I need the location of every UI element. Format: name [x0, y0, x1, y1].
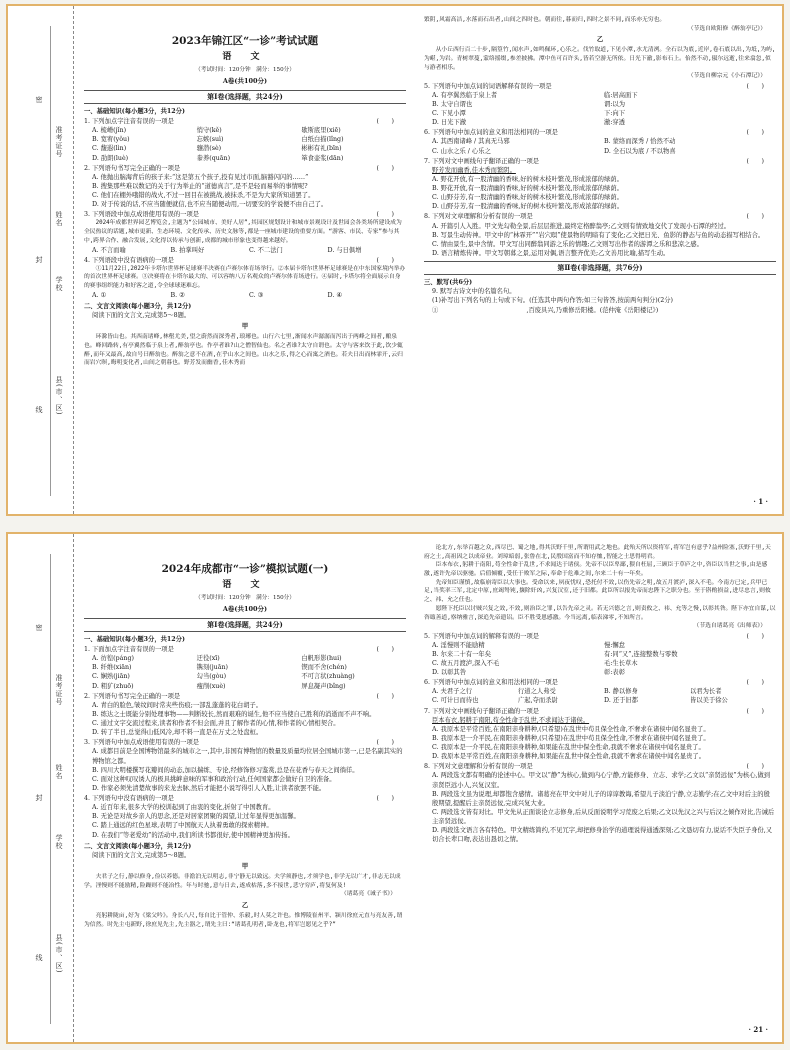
volume-a: A卷(共100分): [222, 77, 268, 86]
option: D. 山野芬芳,有一股清幽的香味,好的树木枝叶繁茂,形成浓郁的绿荫。: [432, 203, 624, 211]
question-4: [84, 794, 406, 840]
section-heading: 一、基础知识(每小题3分，共12分): [84, 635, 185, 643]
option: B. 尔来二十有一年矣: [432, 650, 492, 658]
option: 彬彬有礼(bīn): [301, 145, 342, 153]
option: C. 他们在棚外哦错的战火,不过一回目在被挑战,被抹杀,不是为大家所知道罢了。: [92, 192, 315, 200]
option: B. 四川大明楼撰写花瓣间的动态,加以揣练、专论,经修饰修习鉴赏,总是在花香与春天之间徜徉。: [92, 766, 359, 774]
option: A. 淫慢则不能励精: [432, 641, 485, 649]
margin-label-name: 姓名: [55, 764, 63, 780]
question-stem: 6. 下列语句中加点词的意义和用法相同的一项是: [424, 129, 558, 137]
option: D. ④: [327, 291, 342, 299]
option: 白帆形影(hui): [301, 655, 342, 663]
option: B. 静以修身: [604, 688, 638, 696]
option: 彰:表彰: [604, 669, 626, 677]
option: 豢养(quān): [196, 154, 231, 162]
option: A. 成都目前是全国博物馆最多的城市之一,其中,非国有博物馆的数量及质量均位居全国城市第一,已是名副其实的博物馆之都。: [92, 748, 403, 765]
passage: 先帝知臣谨慎,故临崩寄臣以大事也。受命以来,夙夜忧叹,恐托付不效,以伤先帝之明,故五月渡泸,深入不毛。今南方已定,兵甲已足,当奖率三军,北定中原,庶竭驽钝,攘除奸凶,兴复汉室,还于旧都。此臣所以报先帝而忠陛下之职分也。至于斟酌损益,进尽忠言,则攸之、祎、允之任也。: [424, 579, 771, 604]
question-stem: 7. 下列对文中画线句子翻译正确的一项是: [424, 157, 540, 165]
seal-label: 密: [35, 624, 43, 632]
option: A. 青白的脸色,皱纹间时常夹些伤痕;一部乱蓬蓬的花白胡子。: [92, 701, 263, 709]
option: D. 劭朗(luè): [92, 154, 129, 162]
option: D. 语言精炼传神。甲文写朝暮之景,运用对偶,语言整齐优美;乙文善用比喻,描写生动。: [432, 249, 670, 257]
reading-intro: 阅读下面的文言文,完成第5～8题。: [92, 851, 191, 859]
option: B. 拍掌叫好: [170, 246, 205, 254]
option: 临:居高面下: [604, 91, 638, 99]
question-stem: 8. 下列对文意理解和分析有误的一项是: [424, 763, 533, 771]
passage: 臣本布衣,躬耕于南阳,苟全性命于乱世,不求闻达于诸侯。先帝不以臣卑鄙,猥自枉屈,三顾臣于草庐之中,咨臣以当世之事,由是感激,遂许先帝以驱驰。后值倾覆,受任于败军之际,奉命于危难之间,尔来二十有一年矣。: [424, 562, 768, 578]
option: B. 太守自谓也: [432, 100, 473, 108]
margin-label-name: 姓名: [55, 211, 63, 227]
binding-margin: [8, 6, 74, 514]
question-stem: 4. 下列语段中没有语病的一项是: [84, 256, 174, 264]
margin-label-exam-id: 准考证号: [55, 126, 63, 158]
question-6: [424, 128, 776, 155]
option: 迂役(xī): [196, 655, 220, 663]
passage: 从小丘西行百二十步,隔篁竹,闻水声,如鸣佩环,心乐之。伐竹取道,下见小潭,水尤清冽。全石以为底,近岸,卷石底以出,为坻,为屿,为嵁,为岩。青树翠蔓,蒙络摇缀,参差披拂。潭中鱼可百许头,皆若空游无所依。日光下澈,影布石上。佁然不动,俶尔远逝,往来翕忽,似与游者相乐。: [424, 47, 776, 71]
seal-label: 线: [35, 954, 43, 962]
section-heading: 三、默写(共6分): [424, 279, 473, 287]
question-8: [424, 212, 776, 258]
answer-paren: ( ): [376, 646, 394, 654]
option: A. 其西南诸峰 / 其真无马邪: [432, 138, 510, 146]
source-note: （节选自欧阳修《醉翁亭记》）: [687, 25, 766, 32]
option: 皆以美于徐公: [690, 697, 728, 705]
question-stem: 2. 下列语句书写完全正确的一项是: [84, 692, 181, 700]
option: 下:向下: [604, 110, 626, 118]
right-column: [418, 6, 780, 514]
answer-paren: ( ): [746, 763, 764, 771]
volume-a: A卷(共100分): [222, 605, 268, 614]
option: C. 面对这种叹叹诱人的极具挑衅意味的军事和政治行动,任何国家都会做好自卫的准备。: [92, 775, 336, 783]
option: 白纸白描(lǐng): [301, 136, 344, 144]
question-9-sub: (1)补写出下列名句的上句或下句。(任选其中两句作答;如三句皆答,按前两句判分)(2分): [432, 297, 673, 305]
option: C. 通过文字交流过程来,读者和作者不但会面,并且了解作者的心情,和作者的心情相契合。: [92, 720, 340, 728]
passage: 亮躬耕陇亩,好为《梁父吟》。身长八尺,每自比于管仲、乐毅,时人莫之许也。惟博陵崔州平、颍川徐庶元直与亮友善,谓为信然。时先主屯新野,徐庶见先主,先主器之,谓先主曰:“诸葛孔明者,卧龙也,将军岂愿见之乎?”: [84, 912, 403, 928]
option: A. 不言而喻: [92, 246, 126, 254]
option: 以君为长者: [690, 688, 722, 696]
option: A. 野花开放,有一股清幽的香味,好的树木枝叶繁茂,形成浓郁的绿荫。: [432, 175, 623, 183]
option: D. 在我们“等老爱幼”的活动中,我们所读书都很好,使中国精神更加传扬。: [92, 831, 294, 839]
question-stem: 3. 下列语段中加点成语使用有误的一项是: [84, 211, 200, 219]
left-column: [80, 6, 410, 514]
option: D. 还于旧都: [604, 697, 639, 705]
option: 澈:穿透: [604, 119, 626, 127]
option: 屏息凝声(bǐng): [301, 682, 346, 690]
option: D. 以彰其咎: [432, 669, 467, 677]
margin-label-district: 县(市、区): [55, 376, 63, 416]
option: 瘦削(xuè): [196, 682, 226, 690]
exam-title: 2024年成都市“一诊”模拟试题(一): [161, 563, 329, 575]
option: A. 我原本是平常百姓,在南阳亲身耕种,(只希望)在乱世中苟且保全性命,不奢求在诸侯中闻名显贵了。: [432, 725, 710, 733]
seal-label: 线: [35, 406, 43, 414]
option: D. 我原本是平常百姓,在南阳亲身耕种,如果能在乱世中保全性命,我就不奢求在诸侯中闻名显贵了。: [432, 753, 706, 761]
option: B. 我原本是一介平民,在南阳亲身耕种,(只希望)在乱世中苟且保全性命,不奢求在诸侯中闻名显贵了。: [432, 734, 710, 742]
question-8: [424, 762, 776, 844]
question-7: [424, 707, 776, 762]
section-heading: 二、文言文阅读(每小题3分，共12分): [84, 302, 192, 310]
option: C. 山野芬芳,有一股清幽的香味,好的树木枝叶繁茂,形成浓郁的绿荫。: [432, 194, 623, 202]
exam-meta: （考试时间：120分钟 满分：150分）: [195, 595, 295, 602]
option: 谓:以为: [604, 100, 626, 108]
margin-label-exam-id: 准考证号: [55, 674, 63, 706]
question-stem: 1. 下列加点字注音有误的一项是: [84, 118, 174, 126]
answer-paren: ( ): [376, 256, 394, 264]
part-heading: 第Ⅰ卷(选择题，共24分): [84, 90, 406, 104]
passage: 环滁皆山也。其西南诸峰,林壑尤美,望之蔚然而深秀者,琅琊也。山行六七里,渐闻水声潺潺而泻出于两峰之间者,酿泉也。峰回路转,有亭翼然临于泉上者,醉翁亭也。作亭者谁?山之僧智仙也。名之者谁?太守自谓也。太守与客来饮于此,饮少辄醉,而年又最高,故自号曰醉翁也。醉翁之意不在酒,在乎山水之间也。山水之乐,得之心而寓之酒也。若夫日出而林霏开,云归而岩穴暝,晦明变化者,山间之朝暮也。野芳发而幽香,佳木秀而: [84, 334, 403, 367]
margin-label-school: 学校: [55, 276, 63, 292]
margin-label-school: 学校: [55, 834, 63, 850]
question-2: [84, 164, 406, 210]
passage-label: 乙: [596, 36, 604, 44]
part-heading: 第Ⅱ卷(非选择题，共76分): [424, 261, 776, 275]
option: B. 纤维(xiān): [92, 664, 132, 672]
answer-paren: ( ): [376, 692, 394, 700]
passage: 愿陛下托臣以讨贼兴复之效,不效,则治臣之罪,以告先帝之灵。若无兴德之言,则责攸之、祎、允等之慢,以彰其咎。陛下亦宜自谋,以咨诹善道,察纳雅言,深追先帝遗诏。臣不胜受恩感激。今当远离,临表涕零,不知所言。: [424, 605, 776, 621]
left-column: [80, 534, 410, 1042]
question-2: [84, 692, 406, 738]
question-stem: 7. 下列对文中画线句子翻译正确的一项是: [424, 707, 540, 715]
question-7: [424, 157, 776, 212]
binding-margin: [8, 534, 74, 1042]
option: D. 两段选文语言各有特色。甲文精练简约,不见冗字,却把修身治学的道理说得通透深刻;乙文恳切有力,说话不失臣子身份,又切合长辈口吻,表达出恳切之情。: [432, 827, 773, 844]
question-stem: 5. 下列语句中加点词的解释有误的一项是: [424, 632, 540, 640]
exam-subject: 语 文: [222, 52, 268, 63]
passage: ①11月22日,2022年卡塔尔世界杯足球赛半决赛在卢赛尔体育场举行。②本届卡塔尔世界杯足球赛是在中东国家境内举办的首次世界杯足球赛。③决赛将在卡塔尔最大的、可以容纳八万名观众的卢赛尔体育场进行。④届时,卡塔尔将全面展示自身的赛事组织能力和好客之道,令全球球迷难忘。: [84, 265, 406, 290]
seal-label: 封: [35, 256, 43, 264]
section-heading: 二、文言文阅读(每小题3分，共12分): [84, 842, 192, 850]
question-5: [424, 82, 776, 128]
option: 不可言状(zhuàng): [301, 673, 355, 681]
exam-meta: （考试时间：120分钟 满分：150分）: [195, 67, 295, 74]
question-stem: 6. 下列语句中加点词的意义和用法相同的一项是: [424, 679, 558, 687]
section-heading: 一、基础知识(每小题3分，共12分): [84, 107, 185, 115]
option: C. 不二法门: [249, 246, 283, 254]
option: B. 搜集那些难以数记的关于行为举止的“道德真言”,是不是轻而易举的事情呢?: [92, 182, 308, 190]
option: A. 他抛出脑海背后的孩子来:“这是第五个孩子,投有见过市面,脑豁闪闪的……”: [92, 173, 309, 181]
option: C. 馥遐(lìn): [92, 145, 127, 153]
option: 骧潜(sè): [196, 145, 222, 153]
binding-line: [50, 554, 51, 1024]
option: 箪食壶浆(dān): [301, 154, 344, 162]
option: B. 练达之士既能分别处理事物——判断较长,然而艰难的诞生,他不应当使自己胜利的消逝而不声不响。: [92, 710, 376, 718]
question-5: [424, 632, 776, 678]
option: D. 全石以为底 / 不以物喜: [604, 147, 676, 155]
reading-intro: 阅读下面的文言文,完成第5～8题。: [92, 312, 191, 320]
binding-line: [50, 26, 51, 496]
answer-paren: ( ): [376, 211, 394, 219]
question-3: [84, 210, 406, 254]
answer-paren: ( ): [376, 795, 394, 803]
question-stem: 3. 下列语句中加点成语使用有误的一项是: [84, 739, 200, 747]
option: C. 下见小潭: [432, 110, 466, 118]
option: B. 两段选文虽为说理,却都饱含感情。诸葛亮在甲文中对儿子的谆谆教诲,希望儿子淡泊宁静,立志勤学;在乙文中对后主的殷殷期望,提醒后主亲贤远佞,完成兴复大业。: [432, 790, 770, 807]
answer-paren: ( ): [746, 157, 764, 165]
option: B. 写景生动传神。甲文中的“林霏开”“岩穴暝”使景物的明暗有了变化;乙文把日光、鱼影的静态与鱼的动态描写相结合。: [432, 231, 765, 239]
answer-paren: ( ): [376, 164, 394, 172]
option: 有:同“又”,连接整数与零数: [604, 650, 678, 658]
answer-paren: ( ): [746, 632, 764, 640]
option: C. 可计日而待也: [432, 697, 479, 705]
question-1: [84, 645, 406, 691]
page-number: · 21 ·: [748, 1025, 768, 1034]
option: 慢:懈怠: [604, 641, 626, 649]
option: C. 娴熟(jiān): [92, 673, 130, 681]
exam-title: 2023年锦江区“一诊”考试试题: [171, 35, 319, 47]
question-stem: 4. 下列语句中没有语病的一项是: [84, 795, 174, 803]
option: B. 宽宥(yǒu): [92, 136, 130, 144]
question-stem: 5. 下列语句中加点词的词语解释有误的一项是: [424, 82, 552, 90]
question-stem: 2. 下列语句书写完全正确的一项是: [84, 164, 181, 172]
underlined-sentence: 野芳发而幽香,佳木秀而繁阴。: [432, 166, 516, 174]
seal-label: 密: [35, 96, 43, 104]
option: D. 日光下澈: [432, 119, 467, 127]
option: D. 与日俱增: [327, 246, 362, 254]
exam-subject: 语 文: [222, 580, 268, 591]
question-stem: 1. 下面加点字注音有误的一项是: [84, 646, 174, 654]
passage-label: 甲: [241, 323, 249, 331]
exam-sheet-1: [6, 4, 784, 516]
passage: 夫君子之行,静以修身,俭以养德。非澹泊无以明志,非宁静无以致远。夫学须静也,才须学也,非学无以广才,非志无以成学。淫慢则不能励精,险躁则不能冶性。年与时驰,意与日去,遂成枯落,多不接世,悲守穷庐,将复何及!: [84, 874, 401, 889]
answer-paren: ( ): [746, 707, 764, 715]
option: 歇斯底里(xiē): [301, 127, 341, 135]
exam-sheet-2: [6, 532, 784, 1044]
option: A. 彷徨(páng): [92, 655, 134, 663]
right-column: [418, 534, 780, 1042]
option: D. 转了半日,总觉得山低风冷,却不料一直是在万丈之处盘桓。: [92, 729, 263, 737]
option: A. 开篇引人入胜。甲文先勾勒全景,后层层推进,最终定格醉翁亭;乙文则有情致地交代了发现小石潭的经过。: [432, 222, 731, 230]
question-1: [84, 117, 406, 163]
page-number: · 1 ·: [753, 497, 768, 506]
option: C. 两段选文皆有对比。甲文先从正面谈论立志修身,后从反面说明学习荒废之后果;乙文以先汉之兴与后汉之倾作对比,告诫后主亲贤远佞。: [432, 808, 775, 826]
passage: 繁阴,风霜高洁,水落而石出者,山间之四时也。朝而往,暮而归,四时之景不同,而乐亦无穷也。: [424, 17, 666, 23]
option: B. 蒙络而深秀 / 恰然不动: [604, 138, 676, 146]
question-6: [424, 678, 776, 705]
answer-paren: ( ): [746, 679, 764, 687]
margin-label-district: 县(市、区): [55, 934, 63, 974]
part-heading: 第Ⅰ卷(选择题，共24分): [84, 618, 406, 632]
option: 勾当(gòu): [196, 673, 227, 681]
option: 悄守(kě): [196, 127, 222, 135]
answer-paren: ( ): [746, 129, 764, 137]
option: 广起,夺而杀尉: [518, 697, 558, 705]
option: C. 我原本是一介平民,在南阳亲身耕种,如果能在乱世中保全性命,我就不奢求在诸侯中闻名显贵了。: [432, 744, 705, 752]
option: B. ②: [170, 291, 185, 299]
option: B. 无论是对故乡亲人的思念,还是对居家团聚的渴望,让过年显得更加温馨。: [92, 813, 300, 821]
option: C. ③: [249, 291, 264, 299]
passage-label: 甲: [241, 862, 249, 870]
question-3: [84, 738, 406, 793]
option: 锲而不舍(chén): [301, 664, 347, 672]
option: 行道之人弗受: [518, 688, 556, 696]
option: C. 踏上通远的红色星球,表明了中国航天人执着勇敢的探索精神。: [92, 822, 273, 830]
passage: 2024年成都世界园艺博览会,主题为“公园城市、美好人居”,其园区规划设计和城市景观设计及世园会各类场所建设成为全民热议的话题,城市更新、生态环境、文化传承、历史文脉等,都是一座城市建设的重要方面。“游客、市民、专家”参与其中,跨界合作、融合发展,文化得以传承与创新,成都的城市形象也变得越来越好。: [84, 220, 402, 244]
passage-label: 乙: [241, 901, 249, 909]
option: 忘嫉(suì): [196, 136, 224, 144]
answer-paren: ( ): [376, 739, 394, 747]
answer-paren: ( ): [376, 118, 394, 126]
option: A. 夫君子之行: [432, 688, 473, 696]
fill-blank: ① ,百废具兴,乃重修岳阳楼。(范仲淹《岳阳楼记》): [432, 306, 659, 314]
option: A. 有亭翼然临于泉上者: [432, 91, 498, 99]
option: C. 情由景生,景中含情。甲文写出同醉翁同游之乐的情趣;乙文则写出作者的游潭之乐和悲凉之感。: [432, 240, 703, 248]
question-4: [84, 256, 406, 300]
option: A. 两段选文都有明确的论述中心。甲文以“静”为核心,做到内心宁静,方能修身、立志、求学;乙文以“亲贤远佞”为核心,做到亲贤臣远小人,兴复汉室。: [432, 772, 771, 789]
underlined-sentence: 臣本布衣,躬耕于南阳,苟全性命于乱世,不求闻达于诸侯。: [432, 716, 590, 724]
option: A. ①: [92, 291, 107, 299]
question-stem: 8. 下列对文章理解和分析有误的一项是: [424, 213, 533, 221]
option: D. 粗犷(zhuō): [92, 682, 134, 690]
option: D. 对于传说的话,不应当随便就信,也不应当随便动用,一切要安的学说便不由自己了。: [92, 201, 328, 209]
option: 镌刻(juān): [196, 664, 228, 672]
source-note: （节选自诸葛亮《出师表》）: [693, 623, 766, 630]
source-note: （节选自柳宗元《小石潭记》）: [687, 73, 766, 80]
answer-paren: ( ): [746, 213, 764, 221]
option: A. 近百年来,很多大学的校训起到了由衷的变化,折射了中国教育。: [92, 804, 275, 812]
seal-label: 封: [35, 794, 43, 802]
option: A. 梳嵴(jǐn): [92, 127, 127, 135]
option: C. 故五月渡泸,深入不毛: [432, 659, 500, 667]
source-note: （诸葛亮《诫子书》）: [340, 891, 396, 898]
option: D. 作家必须先清楚故事的来龙去脉,然后才能把小说写得引人入胜,让读者欲罢不能。: [92, 784, 326, 792]
option: C. 山水之乐 / 心乐之: [432, 147, 491, 155]
option: 毛:生长草木: [604, 659, 638, 667]
answer-paren: ( ): [746, 82, 764, 90]
passage: 论北方,东举百越之众,西尽巴、蜀之地,得其沃野千里,所谓用武之地也。此殆天所以资将军,将军岂有意乎?益州险塞,沃野千里,天府之土,高祖因之以成帝业。刘璋暗弱,张鲁在北,民殷国富而不知存恤,智能之士思得明君。: [424, 545, 771, 560]
option: B. 野花开放,有一股清幽的香味,好的树木枝叶繁茂,形成浓郁的绿荫。: [432, 185, 623, 193]
question-9: 9. 默写古诗文中的名篇名句。: [432, 288, 516, 296]
